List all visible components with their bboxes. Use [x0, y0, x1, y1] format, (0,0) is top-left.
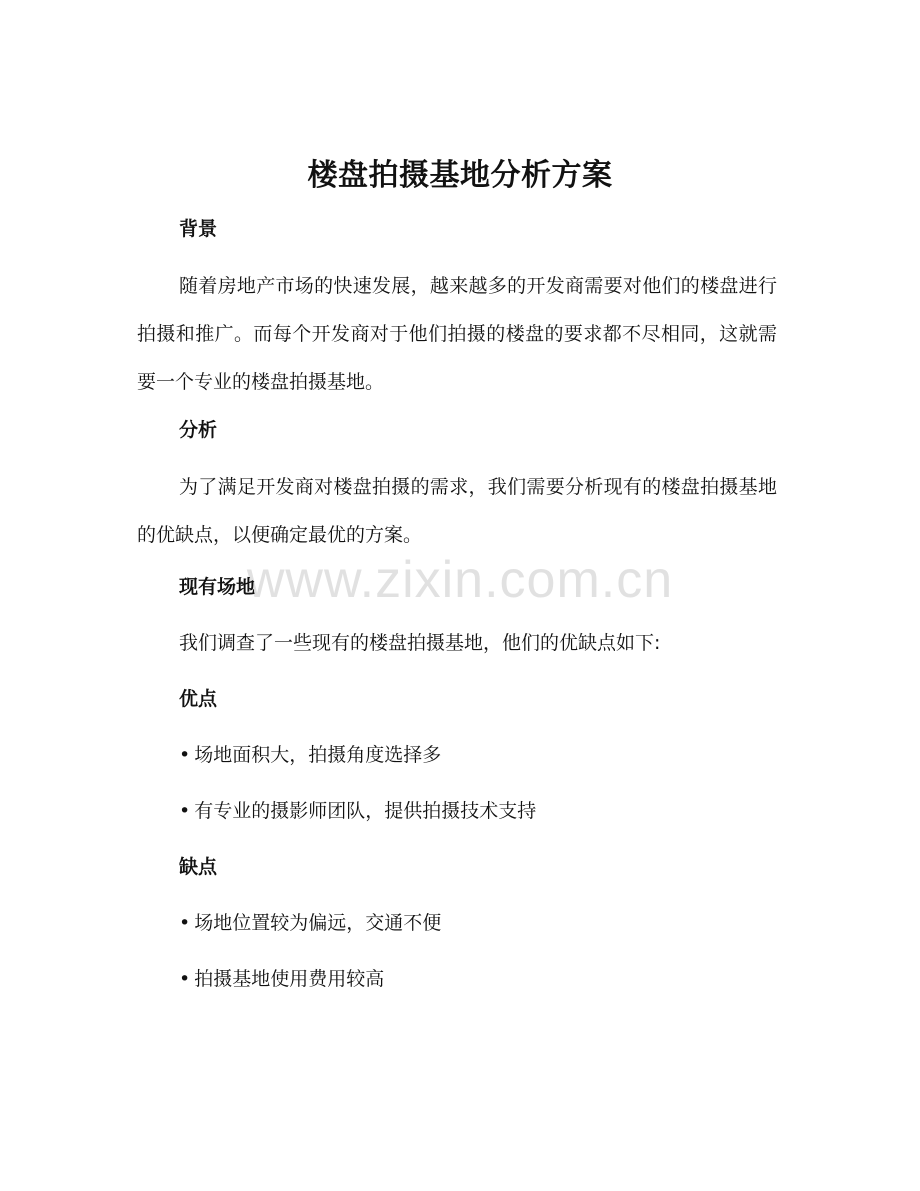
section-heading-analysis: 分析	[179, 419, 218, 441]
list-item-text: 有专业的摄影师团队，提供拍摄技术支持	[194, 800, 537, 822]
section-heading-existing: 现有场地	[179, 576, 256, 598]
bullet-icon: •	[179, 800, 191, 822]
paragraph-background: 随着房地产市场的快速发展，越来越多的开发商需要对他们的楼盘进行拍摄和推广。而每个开发商对于他们拍摄的楼盘的要求都不尽相同，这就需要一个专业的楼盘拍摄基地。	[137, 275, 777, 393]
document-title: 楼盘拍摄基地分析方案	[307, 158, 613, 193]
bullet-icon: •	[179, 744, 191, 766]
section-heading-cons: 缺点	[179, 856, 218, 878]
paragraph-existing: 我们调查了一些现有的楼盘拍摄基地，他们的优缺点如下:	[179, 632, 661, 654]
list-item	[179, 797, 536, 825]
list-item	[179, 741, 441, 769]
list-item	[179, 965, 384, 993]
watermark: www.zixin.com.cn	[246, 551, 674, 609]
list-item	[179, 909, 441, 937]
bullet-icon: •	[179, 912, 191, 934]
list-item-text: 场地位置较为偏远，交通不便	[194, 912, 442, 934]
paragraph-analysis: 为了满足开发商对楼盘拍摄的需求，我们需要分析现有的楼盘拍摄基地的优缺点，以便确定最优的方案。	[137, 476, 777, 546]
section-heading-pros: 优点	[179, 688, 218, 710]
bullet-icon: •	[179, 968, 191, 990]
list-item-text: 场地面积大，拍摄角度选择多	[194, 744, 442, 766]
list-item-text: 拍摄基地使用费用较高	[194, 968, 385, 990]
section-heading-background: 背景	[179, 218, 218, 240]
